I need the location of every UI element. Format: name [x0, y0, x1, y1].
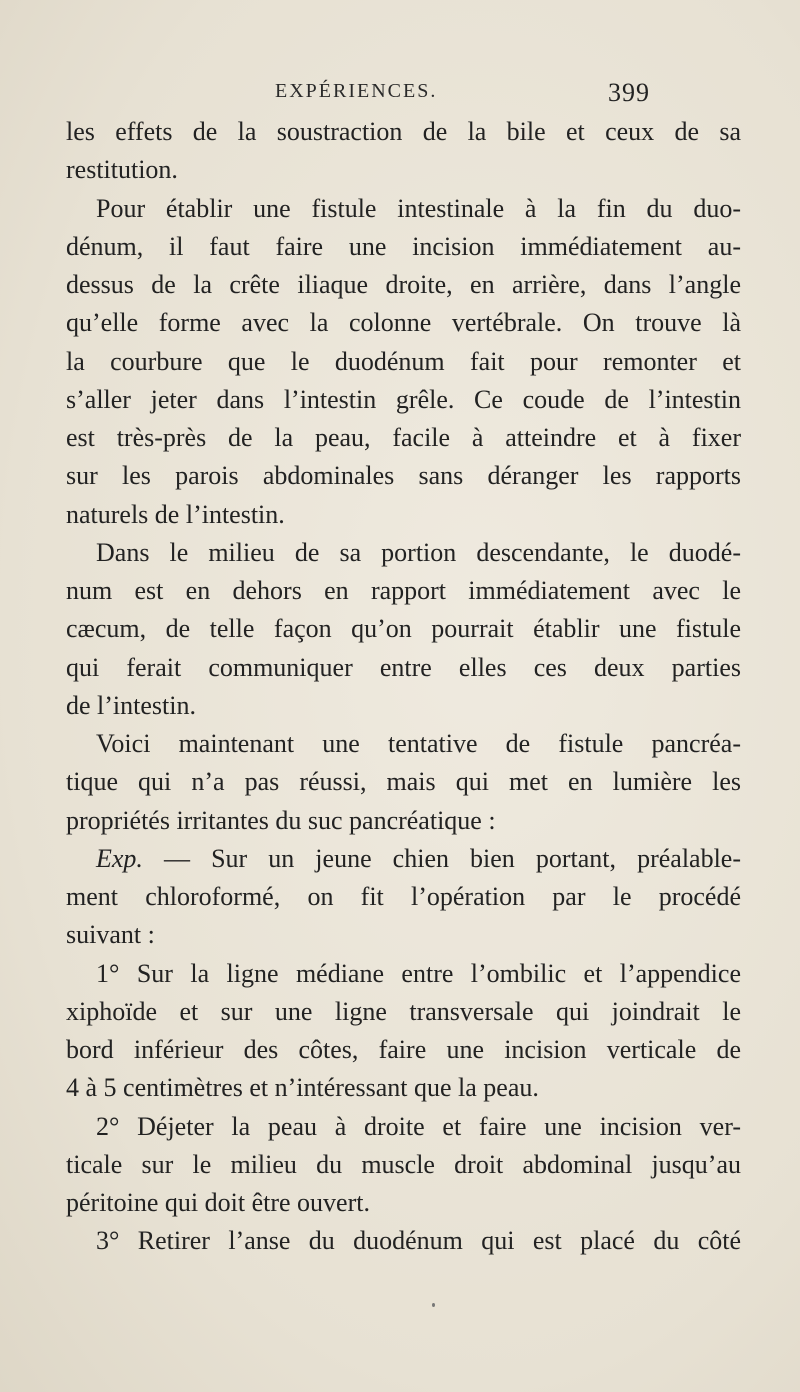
- text-line: Voici maintenant une tentative de fistule pancréa-: [96, 729, 741, 758]
- text-line: qu’elle forme avec la colonne vertébrale. On trouve là: [66, 308, 741, 338]
- text-line: suivant :: [66, 920, 155, 950]
- text-line: dénum, il faut faire une incision immédiatement au-: [66, 231, 741, 261]
- text-line: Dans le milieu de sa portion descendante, le duodé-: [96, 537, 741, 567]
- page-number: 399: [608, 78, 650, 107]
- text-line: 1° Sur la ligne médiane entre l’ombilic et l’appendice: [96, 958, 741, 988]
- text-line: cæcum, de telle façon qu’on pourrait établir une fistule: [66, 614, 741, 644]
- exp-text: — Sur un jeune chien bien portant, préalable-: [164, 843, 742, 873]
- text-line: propriétés irritantes du suc pancréatique :: [66, 805, 496, 835]
- text-line: de l’intestin.: [66, 690, 196, 720]
- exp-label: Exp.: [96, 843, 143, 873]
- text-line: est très-près de la peau, facile à atteindre et à fixer: [66, 423, 741, 452]
- running-head: [250, 78, 650, 108]
- running-title: EXPÉRIENCES.: [275, 80, 438, 102]
- text-line: qui ferait communiquer entre elles ces deux parties: [66, 652, 741, 682]
- text-line: xiphoïde et sur une ligne transversale qui joindrait le: [66, 996, 741, 1026]
- body-text: [66, 113, 741, 1261]
- text-line: Pour établir une fistule intestinale à la fin du duo-: [96, 193, 741, 223]
- text-line: naturels de l’intestin.: [66, 499, 285, 529]
- text-line: 3° Retirer l’anse du duodénum qui est placé du côté: [96, 1226, 741, 1256]
- text-line: ticale sur le milieu du muscle droit abdominal jusqu’au: [66, 1149, 741, 1179]
- text-line: 2° Déjeter la peau à droite et faire une incision ver-: [96, 1111, 741, 1141]
- paper-speck: [432, 1303, 435, 1307]
- text-line: 4 à 5 centimètres et n’intéressant que la peau.: [66, 1073, 539, 1103]
- text-line: num est en dehors en rapport immédiatement avec le: [66, 576, 741, 605]
- text-line: sur les parois abdominales sans déranger les rapports: [66, 461, 741, 491]
- text-line: s’aller jeter dans l’intestin grêle. Ce coude de l’intestin: [66, 384, 741, 414]
- text-line: dessus de la crête iliaque droite, en arrière, dans l’angle: [66, 270, 741, 299]
- text-line: la courbure que le duodénum fait pour remonter et: [66, 346, 741, 376]
- text-line: péritoine qui doit être ouvert.: [66, 1188, 370, 1217]
- text-line: ment chloroformé, on fit l’opération par le procédé: [66, 882, 741, 911]
- text-line: tique qui n’a pas réussi, mais qui met en lumière les: [66, 767, 741, 797]
- text-line: bord inférieur des côtes, faire une incision verticale de: [66, 1035, 741, 1064]
- text-line: restitution.: [66, 155, 178, 185]
- text-line: les effets de la soustraction de la bile et ceux de sa: [66, 117, 741, 146]
- exp-line: [66, 840, 741, 878]
